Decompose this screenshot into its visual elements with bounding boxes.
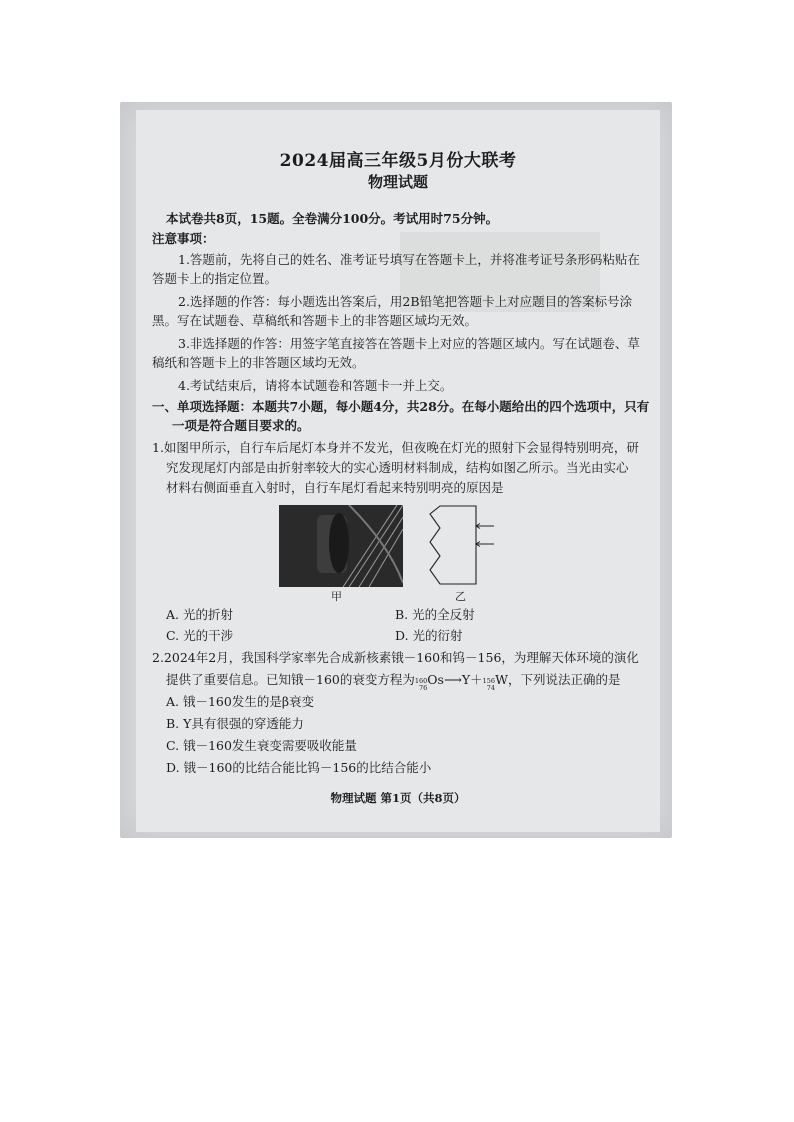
decay-equation: 160 76 Os⟶Y＋ 156 74 W bbox=[414, 672, 508, 692]
q2-option-b: B. Y具有很强的穿透能力 bbox=[166, 716, 304, 731]
q1-option-a: A. 光的折射 bbox=[166, 607, 233, 622]
q1-option-b: B. 光的全反射 bbox=[395, 607, 475, 622]
q1-option-c: C. 光的干涉 bbox=[166, 628, 234, 643]
page-footer: 物理试题 第1页（共8页） bbox=[330, 791, 466, 805]
taillight-structure-diagram bbox=[420, 500, 500, 590]
q2-option-a: A. 锇－160发生的是β衰变 bbox=[166, 694, 315, 709]
section1-heading: 一、单项选择题：本题共7小题，每小题4分，共28分。在每小题给出的四个选项中，只有 bbox=[152, 399, 650, 414]
q2-stem-equation-line bbox=[166, 670, 620, 691]
exam-title: 2024届高三年级5月份大联考 bbox=[279, 151, 517, 171]
notice-line: 4.考试结束后，请将本试题卷和答题卡一并上交。 bbox=[178, 378, 453, 393]
notice-line: 2.选择题的作答：每小题选出答案后，用2B铅笔把答题卡上对应题目的答案标号涂 bbox=[178, 294, 633, 309]
notice-heading: 注意事项： bbox=[152, 231, 215, 246]
q1-stem: 究发现尾灯内部是由折射率较大的实心透明材料制成，结构如图乙所示。当光由实心 bbox=[166, 460, 629, 475]
q2-option-c: C. 锇－160发生衰变需要吸收能量 bbox=[166, 738, 357, 753]
q2-stem-post: ，下列说法正确的是 bbox=[507, 672, 621, 687]
q1-option-d: D. 光的衍射 bbox=[395, 628, 463, 643]
q2-stem-pre: 提供了重要信息。已知锇－160的衰变方程为 bbox=[166, 672, 415, 687]
bicycle-taillight-photo bbox=[279, 505, 403, 587]
notice-line: 1.答题前，先将自己的姓名、准考证号填写在答题卡上，并将准考证号条形码粘贴在 bbox=[178, 252, 640, 267]
notice-line: 答题卡上的指定位置。 bbox=[152, 271, 278, 286]
notice-line: 3.非选择题的作答：用签字笔直接答在答题卡上对应的答题区域内。写在试题卷、草 bbox=[178, 336, 640, 351]
notice-line: 黑。写在试题卷、草稿纸和答题卡上的非答题区域均无效。 bbox=[152, 313, 478, 328]
fig-a-label: 甲 bbox=[331, 590, 342, 603]
q1-stem: 1.如图甲所示，自行车后尾灯本身并不发光，但夜晚在灯光的照射下会显得特别明亮，研 bbox=[152, 440, 639, 455]
section1-heading-cont: 一项是符合题目要求的。 bbox=[172, 418, 310, 433]
notice-line: 稿纸和答题卡上的非答题区域均无效。 bbox=[152, 355, 365, 370]
q1-stem: 材料右侧面垂直入射时，自行车尾灯看起来特别明亮的原因是 bbox=[166, 480, 504, 495]
fig-b-label: 乙 bbox=[455, 590, 466, 603]
q2-option-d: D. 锇－160的比结合能比钨－156的比结合能小 bbox=[166, 760, 432, 775]
exam-info: 本试卷共8页，15题。全卷满分100分。考试用时75分钟。 bbox=[166, 211, 499, 226]
q2-stem: 2.2024年2月，我国科学家率先合成新核素锇－160和钨－156，为理解天体环境的演化 bbox=[152, 650, 639, 665]
exam-subject: 物理试题 bbox=[367, 173, 428, 191]
